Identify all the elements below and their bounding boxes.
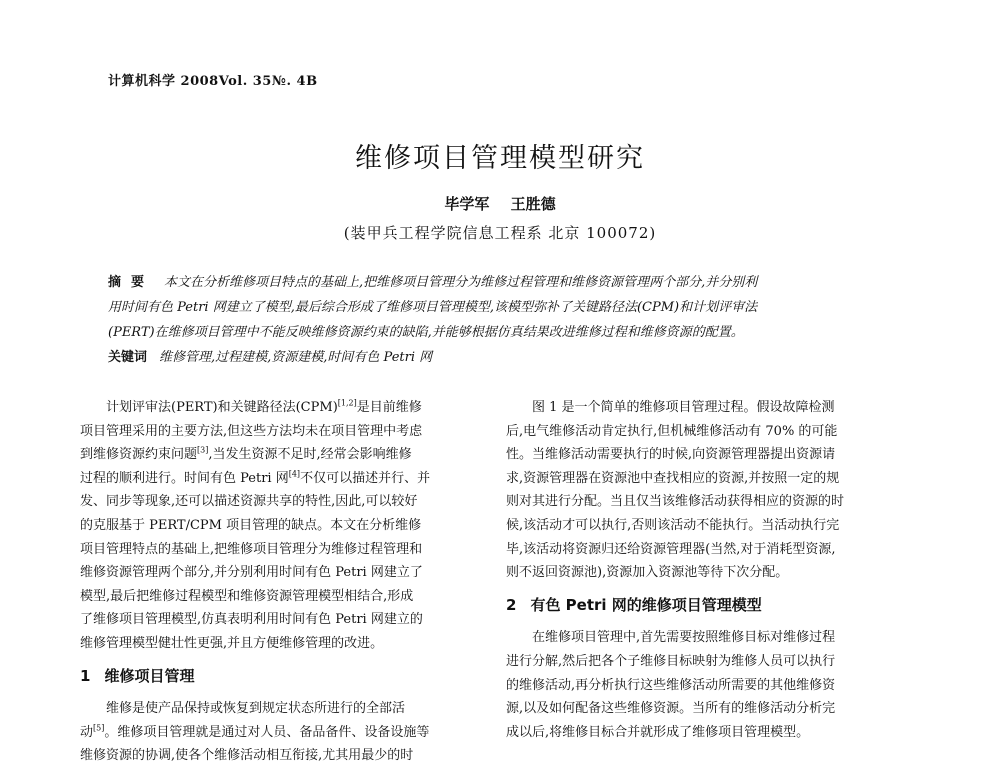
citation: [4] [288, 469, 301, 479]
abstract-line-1 [108, 270, 902, 295]
left-column [80, 396, 480, 768]
section-title: 维修项目管理 [104, 666, 195, 685]
author-2: 王胜德 [510, 195, 556, 213]
citation: [5] [93, 723, 105, 733]
body-line: 项目管理采用的主要方法,但这些方法均未在项目管理中考虑 [80, 423, 423, 439]
body-line: 维修管理模型健壮性更强,并且方便维修管理的改进。 [80, 635, 384, 651]
affiliation: (装甲兵工程学院信息工程系 北京 100072) [343, 224, 657, 242]
body-line: 发、同步等现象,还可以描述资源共享的特性,因此,可以较好 [80, 494, 418, 510]
citation: [1,2] [337, 398, 357, 408]
authors [0, 193, 1000, 214]
keywords [108, 346, 902, 365]
keywords-text: 维修管理,过程建模,资源建模,时间有色 Petri 网 [159, 350, 433, 365]
abstract [108, 270, 902, 345]
body-line: 了维修项目管理模型,仿真表明利用时间有色 Petri 网建立的 [80, 612, 423, 628]
body-line: 候,该活动才可以执行,否则该活动不能执行。当活动执行完 [506, 517, 840, 533]
body-line: 动[5]。维修项目管理就是通过对人员、备品备件、设备设施等 [80, 723, 430, 740]
body-line: 图 1 是一个简单的维修项目管理过程。假设故障检测 [532, 400, 835, 415]
section-number: 1 [80, 666, 91, 685]
section-2-heading [506, 594, 906, 618]
running-head: 计算机科学 2008Vol. 35№. 4B [108, 74, 318, 89]
body-line: 维修是使产品保持或恢复到规定状态所进行的全部活 [106, 701, 406, 717]
body-line: 则对其进行分配。当且仅当该维修活动获得相应的资源的时 [506, 494, 845, 510]
body-line: 到维修资源约束问题[3],当发生资源不足时,经常会影响维修 [80, 445, 412, 463]
abstract-line-2: 用时间有色 Petri 网建立了模型,最后综合形成了维修项目管理模型,该模型弥补了关键路径法(CPM)和计划评审法 [108, 300, 758, 315]
body-line: 模型,最后把维修过程模型和维修资源管理模型相结合,形成 [80, 588, 414, 604]
body-line: 过程的顺利进行。时间有色 Petri 网[4]不仅可以描述并行、并 [80, 469, 431, 486]
body-line: 后,电气维修活动肯定执行,但机械维修活动有 70% 的可能 [506, 423, 838, 439]
abstract-label: 摘要 [108, 275, 155, 290]
body-line: 求,资源管理器在资源池中查找相应的资源,并按照一定的规 [506, 470, 840, 486]
keywords-label: 关键词 [108, 350, 148, 365]
body-line: 项目管理特点的基础上,把维修项目管理分为维修过程管理和 [80, 541, 423, 557]
author-1: 毕学军 [444, 195, 490, 213]
body-line: 成以后,将维修目标合并就形成了维修项目管理模型。 [506, 724, 810, 740]
body-line: 源,以及如何配备这些维修资源。当所有的维修活动分析完 [506, 701, 836, 717]
right-column [506, 396, 906, 744]
body-line: 的维修活动,再分析执行这些维修活动所需要的其他维修资 [506, 677, 836, 693]
section-1-heading [80, 665, 480, 689]
body-line: 的克服基于 PERT/CPM 项目管理的缺点。本文在分析维修 [80, 517, 422, 533]
citation: [3] [197, 445, 209, 455]
body-line: 计划评审法(PERT)和关键路径法(CPM)[1,2]是目前维修 [106, 398, 422, 415]
body-line: 维修资源管理两个部分,并分别利用时间有色 Petri 网建立了 [80, 565, 423, 581]
abstract-line-3: (PERT)在维修项目管理中不能反映维修资源约束的缺陷,并能够根据仿真结果改进维修过程和维修资源的配置。 [108, 325, 744, 340]
section-number: 2 [506, 595, 517, 614]
abstract-text: 本文在分析维修项目特点的基础上,把维修项目管理分为维修过程管理和维修资源管理两个部分,并分别利 [164, 275, 758, 290]
body-line: 则不返回资源池),资源加入资源池等待下次分配。 [506, 565, 789, 581]
body-line: 性。当维修活动需要执行的时候,向资源管理器提出资源请 [506, 447, 836, 463]
body-line: 在维修项目管理中,首先需要按照维修目标对维修过程 [532, 630, 836, 646]
body-line: 维修资源的协调,使各个维修活动相互衔接,尤其用最少的时 [80, 748, 414, 764]
paper-title: 维修项目管理模型研究 [355, 143, 645, 174]
section-title: 有色 Petri 网的维修项目管理模型 [530, 595, 762, 614]
body-line: 毕,该活动将资源归还给资源管理器(当然,对于消耗型资源, [506, 541, 836, 557]
body-line: 进行分解,然后把各个子维修目标映射为维修人员可以执行 [506, 653, 836, 669]
